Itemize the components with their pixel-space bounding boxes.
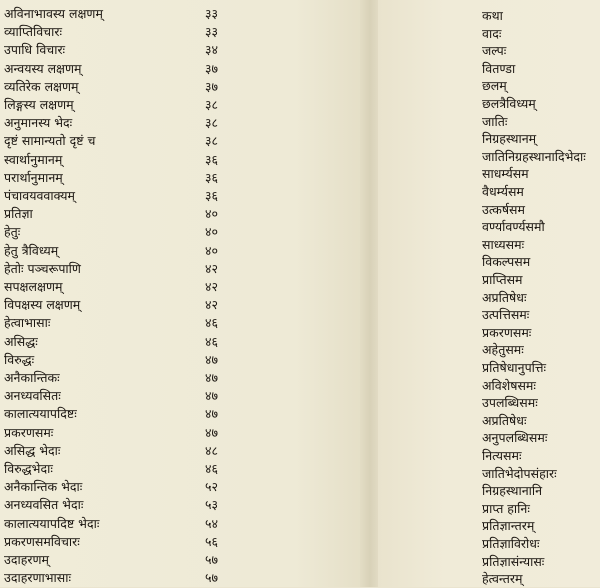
toc-entry-title: उत्कर्षसम — [482, 201, 525, 217]
toc-entry-title: उत्पत्तिसमः — [482, 307, 530, 323]
toc-entry-page-number: ४२ — [205, 260, 219, 276]
toc-entry-page-number: ३४ — [205, 42, 219, 58]
toc-entry-title: हेतुः — [4, 224, 21, 240]
toc-entry-title: असिद्ध भेदाः — [4, 442, 61, 458]
toc-entry-title: विपक्षस्य लक्षणम् — [4, 297, 81, 313]
toc-entry-title: अविशेषसमः — [482, 377, 536, 393]
toc-entry-page-number: ४६ — [205, 461, 219, 476]
toc-entry-title: कालात्ययापदिष्टः — [4, 406, 77, 422]
toc-entry-page-number: ३३ — [205, 6, 219, 21]
toc-entry-title: सपक्षलक्षणम् — [4, 279, 63, 294]
toc-entry-page-number: ५७ — [205, 552, 219, 567]
toc-entry-title: हेतु त्रैविध्यम् — [4, 242, 59, 258]
toc-entry-title: उपाधि विचारः — [4, 42, 66, 58]
toc-entry-title: स्वार्थानुमानम् — [4, 151, 63, 167]
toc-entry-title: परार्थानुमानम् — [4, 169, 63, 185]
toc-entry-title: अप्रतिषेधः — [482, 412, 527, 428]
toc-entry-title: पंचावयववाक्यम् — [4, 188, 76, 203]
toc-entry-title: व्याप्तिविचारः — [4, 24, 62, 40]
toc-entry-page-number: ४६ — [205, 315, 219, 331]
toc-entry-page-number: ४७ — [205, 370, 219, 385]
toc-entry-title: प्राप्तिसम — [482, 272, 523, 287]
toc-entry-page-number: ३६ — [205, 188, 219, 203]
toc-entry-page-number: ५३ — [205, 497, 219, 513]
toc-entry-title: अनुपलब्धिसमः — [482, 430, 548, 446]
toc-entry-title: अन्वयस्य लक्षणम् — [4, 60, 82, 76]
toc-entry-title: हेत्वाभासाः — [4, 315, 51, 331]
toc-entry-title: वर्ण्यावर्ण्यसमौ — [482, 219, 545, 235]
toc-entry-title: उपलब्धिसमः — [482, 395, 538, 411]
toc-entry-page-number: ४० — [205, 242, 219, 258]
toc-entry-title: व्यतिरेक लक्षणम् — [4, 78, 79, 94]
toc-entry-title: साधर्म्यसम — [482, 166, 529, 182]
toc-entry-title: साध्यसमः — [482, 236, 525, 252]
toc-entry-title: प्रतिज्ञाविरोधः — [482, 536, 540, 551]
toc-entry-title: कथा — [482, 8, 503, 23]
toc-entry-title: प्रतिषेधानुपत्तिः — [482, 360, 547, 375]
toc-entry-page-number: ३८ — [205, 97, 219, 112]
toc-entry-title: प्रतिज्ञासंन्यासः — [482, 553, 545, 569]
toc-entry-title: अनध्यवसितः — [4, 388, 61, 404]
toc-entry-title: अनुमानस्य भेदः — [4, 115, 73, 131]
toc-entry-title: अनध्यवसित भेदाः — [4, 497, 84, 513]
toc-entry-page-number: ४७ — [205, 388, 219, 404]
toc-entry-title: प्रतिज्ञा — [4, 206, 33, 222]
toc-entry-page-number: ४७ — [205, 424, 219, 440]
toc-entry-title: विकल्पसम — [482, 254, 531, 270]
toc-entry-title: प्रतिज्ञान्तरम् — [482, 518, 535, 534]
toc-entry-title: निग्रहस्थानानि — [482, 483, 543, 499]
toc-entry-title: वितण्डा — [482, 60, 516, 76]
toc-entry-title: हेतोः पञ्चरूपाणि — [4, 260, 81, 276]
toc-entry-page-number: ४८ — [205, 442, 219, 458]
toc-entry-page-number: ४७ — [205, 406, 219, 422]
toc-entry-title: असिद्धः — [4, 333, 38, 349]
toc-entry-page-number: ३६ — [205, 151, 219, 167]
toc-entry-page-number: ३७ — [205, 78, 219, 94]
toc-entry-title: जल्पः — [482, 43, 507, 59]
toc-entry-page-number: ५७ — [205, 570, 219, 586]
toc-entry-title: विरुद्धभेदाः — [4, 461, 53, 476]
toc-entry-title: निग्रहस्थानम् — [482, 131, 537, 147]
toc-entry-title: कालात्ययापदिष्ट भेदाः — [4, 515, 100, 531]
toc-entry-title: जातिः — [482, 113, 508, 129]
toc-entry-title: वैधर्म्यसम — [482, 184, 524, 199]
toc-entry-page-number: ३८ — [205, 133, 219, 149]
toc-entry-page-number: ३८ — [205, 115, 219, 131]
toc-entry-title: प्राप्त हानिः — [482, 500, 530, 516]
toc-entry-page-number: ५४ — [205, 515, 219, 531]
toc-entry-page-number: ५६ — [205, 533, 219, 549]
toc-entry-title: प्रकरणसमविचारः — [4, 533, 80, 549]
toc-entry-page-number: ५२ — [205, 479, 219, 495]
toc-entry-page-number: ३७ — [205, 60, 219, 76]
toc-entry-title: वादः — [482, 25, 502, 41]
toc-entry-title: अविनाभावस्य लक्षणम् — [4, 6, 103, 21]
toc-entry-title: अप्रतिषेधः — [482, 289, 527, 305]
toc-entry-title: लिङ्गस्य लक्षणम् — [4, 97, 74, 112]
toc-entry-title: दृष्टं सामान्यतो दृष्टं च — [4, 133, 96, 149]
toc-entry-page-number: ४० — [205, 224, 219, 240]
toc-entry-page-number: ३६ — [205, 169, 219, 185]
toc-entry-page-number: ४६ — [205, 333, 219, 349]
toc-entry-title: नित्यसमः — [482, 448, 522, 463]
toc-entry-page-number: ४० — [205, 206, 219, 222]
toc-entry-title: जातिभेदोपसंहारः — [482, 465, 557, 481]
toc-entry-title: उदाहरणाभासाः — [4, 570, 71, 586]
toc-entry-title: विरुद्धः — [4, 351, 35, 367]
toc-entry-page-number: ४२ — [205, 279, 219, 294]
toc-entry-title: उदाहरणम् — [4, 552, 49, 567]
toc-entry-title: छलत्रैविध्यम् — [482, 96, 536, 111]
toc-entry-title: प्रकरणसमः — [482, 324, 532, 340]
toc-entry-title: छलम् — [482, 78, 507, 94]
toc-entry-title: प्रकरणसमः — [4, 424, 54, 440]
toc-entry-title: अनैकान्तिक भेदाः — [4, 479, 83, 495]
toc-entry-title: अहेतुसमः — [482, 342, 524, 358]
toc-entry-title: हेत्वन्तरम् — [482, 571, 523, 587]
toc-entry-page-number: ३३ — [205, 24, 219, 40]
toc-entry-page-number: ४७ — [205, 351, 219, 367]
toc-entry-title: अनैकान्तिकः — [4, 370, 60, 385]
toc-entry-title: जातिनिग्रहस्थानादिभेदाः — [482, 148, 586, 164]
toc-entry-page-number: ४२ — [205, 297, 219, 313]
